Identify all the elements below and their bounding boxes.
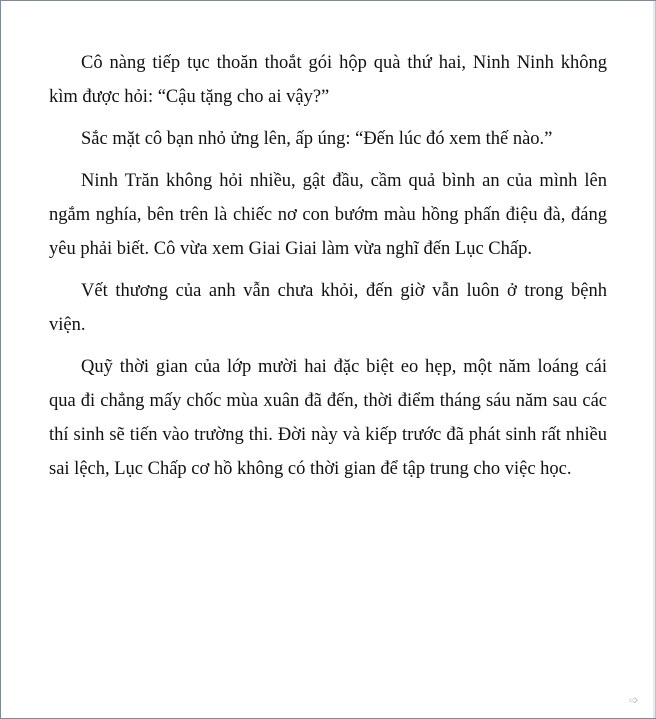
page-curl-arrow-icon: ➩	[629, 693, 640, 707]
paragraph-5: Quỹ thời gian của lớp mười hai đặc biệt eo hẹp, một năm loáng cái qua đi chẳng mấy chốc mùa xuân đã đến, thời điểm tháng sáu năm sau các thí sinh sẽ tiến vào trường thi. Đời này và kiếp trước đã phát sinh rất nhiều sai lệch, Lục Chấp cơ hồ không có thời gian để tập trung cho việc học.	[49, 357, 607, 479]
paragraph-2: Sắc mặt cô bạn nhỏ ửng lên, ấp úng: “Đến lúc đó xem thế nào.”	[81, 129, 553, 149]
document-body	[49, 46, 607, 494]
paragraph-1: Cô nàng tiếp tục thoăn thoắt gói hộp quà thứ hai, Ninh Ninh không kìm được hỏi: “Cậu tặng cho ai vậy?”	[49, 53, 607, 107]
paragraph-4: Vết thương của anh vẫn chưa khỏi, đến giờ vẫn luôn ở trong bệnh viện.	[49, 281, 607, 335]
paragraph-3: Ninh Trăn không hỏi nhiều, gật đầu, cầm quả bình an của mình lên ngắm nghía, bên trên là chiếc nơ con bướm màu hồng phấn điệu đà, đáng yêu phải biết. Cô vừa xem Giai Giai làm vừa nghĩ đến Lục Chấp.	[49, 171, 607, 259]
